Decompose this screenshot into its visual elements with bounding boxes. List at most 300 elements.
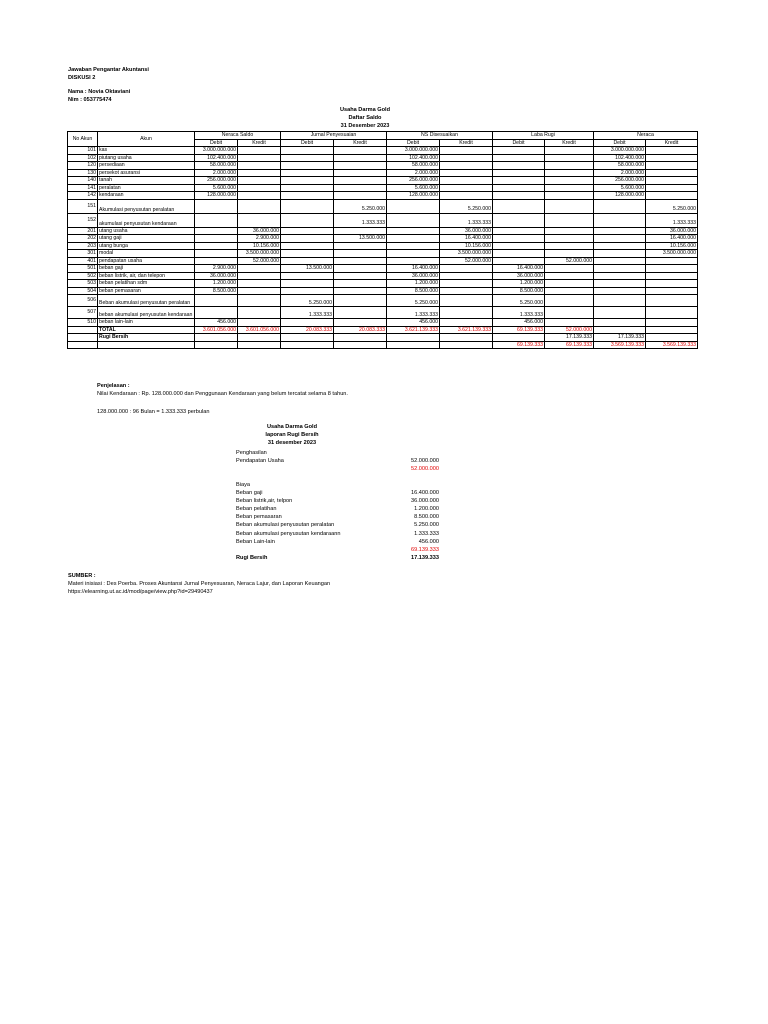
table-cell xyxy=(238,265,281,273)
group-header: Laba Rugi xyxy=(493,132,594,140)
cost-total: 69.139.333 xyxy=(411,547,439,553)
revenue-value: 52.000.000 xyxy=(411,458,439,464)
table-cell xyxy=(334,184,387,192)
kredit-header: Kredit xyxy=(238,139,281,147)
table-row xyxy=(68,213,698,227)
table-cell xyxy=(281,280,334,288)
table-cell: piutang usaha xyxy=(98,154,195,162)
table-cell: beban akumulasi penyusutan kendaraan xyxy=(98,307,195,319)
cost-total-row xyxy=(236,547,439,555)
table-cell: 201 xyxy=(68,227,98,235)
explanation-text: Nilai Kendaraan : Rp. 128.000.000 dan Penggunaan Kendaraan yang belum tercatat selama 8 tahun. xyxy=(97,391,348,397)
explanation-heading: Penjelasan : xyxy=(97,383,130,389)
table-row xyxy=(68,257,698,265)
table-cell: 456.000 xyxy=(195,319,238,327)
table-cell xyxy=(493,147,545,155)
report-date: 31 Desember 2023 xyxy=(340,123,390,129)
table-cell: 36.000.000 xyxy=(493,272,545,280)
source-heading: SUMBER : xyxy=(68,573,96,579)
table-cell xyxy=(440,184,493,192)
table-cell xyxy=(646,272,698,280)
table-cell: 36.000.000 xyxy=(238,227,281,235)
revenue-total-row xyxy=(236,466,439,474)
table-cell xyxy=(387,257,440,265)
table-cell xyxy=(545,242,594,250)
table-cell: 1.333.333 xyxy=(281,307,334,319)
table-cell: 456.000 xyxy=(493,319,545,327)
table-cell: 130 xyxy=(68,169,98,177)
table-cell xyxy=(238,341,281,349)
table-cell: 140 xyxy=(68,177,98,185)
table-cell xyxy=(493,227,545,235)
table-cell xyxy=(238,177,281,185)
table-cell: 102 xyxy=(68,154,98,162)
col-akun: Akun xyxy=(98,132,195,147)
cost-row xyxy=(236,531,439,539)
source-line: Materi inisiasi : Des Poerba. Proses Akuntansi Jurnal Penyesuaran, Neraca Lajur, dan Laporan Keuangan xyxy=(68,581,331,587)
table-cell xyxy=(238,199,281,213)
table-cell: 36.000.000 xyxy=(387,272,440,280)
trial-balance-table xyxy=(67,131,698,349)
table-row xyxy=(68,199,698,213)
table-cell xyxy=(440,147,493,155)
table-cell xyxy=(646,147,698,155)
table-cell xyxy=(646,280,698,288)
table-cell: Rugi Bersih xyxy=(98,334,195,342)
col-no-akun: No Akun xyxy=(68,132,98,147)
group-header: NS Disesuaikan xyxy=(387,132,493,140)
table-cell xyxy=(545,250,594,258)
table-cell: beban pelatihan sdm xyxy=(98,280,195,288)
table-cell: 2.000.000 xyxy=(387,169,440,177)
table-cell: kendaraan xyxy=(98,192,195,200)
table-cell xyxy=(545,177,594,185)
table-cell: 456.000 xyxy=(387,319,440,327)
table-cell: akumulasi penyusutan kendaraan xyxy=(98,213,195,227)
table-cell xyxy=(281,272,334,280)
table-cell xyxy=(545,280,594,288)
table-cell xyxy=(281,213,334,227)
table-row xyxy=(68,184,698,192)
table-cell xyxy=(238,192,281,200)
table-cell xyxy=(195,250,238,258)
table-cell: peralatan xyxy=(98,184,195,192)
table-cell xyxy=(594,257,646,265)
table-cell xyxy=(440,169,493,177)
table-cell xyxy=(281,334,334,342)
kredit-header: Kredit xyxy=(440,139,493,147)
table-cell xyxy=(281,192,334,200)
table-cell xyxy=(440,265,493,273)
table-cell xyxy=(387,250,440,258)
table-cell: 3.500.000.000 xyxy=(238,250,281,258)
table-cell xyxy=(594,235,646,243)
table-cell xyxy=(545,184,594,192)
cost-label: Beban Lain-lain xyxy=(236,538,275,545)
header-title: Jawaban Pengantar Akuntansi xyxy=(68,67,149,73)
table-cell xyxy=(545,235,594,243)
table-cell: 1.200.000 xyxy=(493,280,545,288)
debit-header: Debit xyxy=(281,139,334,147)
depreciation-calc: 128.000.000 : 96 Bulan = 1.333.333 perbulan xyxy=(97,409,210,415)
table-cell xyxy=(646,287,698,295)
table-cell xyxy=(334,242,387,250)
table-row xyxy=(68,265,698,273)
table-cell: 102.400.000 xyxy=(195,154,238,162)
source-url: https://elearning.ut.ac.id/mod/page/view.php?id=29490437 xyxy=(68,589,213,595)
table-row xyxy=(68,227,698,235)
table-cell: 128.000.000 xyxy=(387,192,440,200)
cost-label: Beban pelatihan xyxy=(236,506,277,513)
table-cell: 69.139.333 xyxy=(493,341,545,349)
table-cell: 13.500.000 xyxy=(281,265,334,273)
table-cell: 2.900.000 xyxy=(195,265,238,273)
table-cell xyxy=(334,307,387,319)
table-row xyxy=(68,250,698,258)
table-cell xyxy=(545,147,594,155)
table-cell: 1.200.000 xyxy=(195,280,238,288)
table-cell xyxy=(281,162,334,170)
table-cell xyxy=(545,213,594,227)
table-cell xyxy=(334,341,387,349)
table-cell: 5.250.000 xyxy=(646,199,698,213)
table-cell xyxy=(594,295,646,307)
table-cell xyxy=(334,287,387,295)
table-cell: beban gaji xyxy=(98,265,195,273)
table-cell xyxy=(281,199,334,213)
table-cell: 301 xyxy=(68,250,98,258)
table-cell: 3.000.000.000 xyxy=(387,147,440,155)
table-cell xyxy=(334,192,387,200)
revenue-total: 52.000.000 xyxy=(411,466,439,472)
cost-value: 1.333.333 xyxy=(414,530,439,537)
table-cell: 120 xyxy=(68,162,98,170)
cost-label: Beban akumulasi penyusutan peralatan xyxy=(236,522,335,529)
table-cell xyxy=(238,272,281,280)
table-cell xyxy=(195,213,238,227)
table-cell: 10.156.000 xyxy=(646,242,698,250)
table-row xyxy=(68,319,698,327)
cost-label: Beban gaji xyxy=(236,490,263,496)
table-cell: 203 xyxy=(68,242,98,250)
table-cell xyxy=(646,295,698,307)
table-row xyxy=(68,295,698,307)
table-cell xyxy=(281,287,334,295)
table-row xyxy=(68,242,698,250)
table-cell: Beban akumulasi penyusutan peralatan xyxy=(98,295,195,307)
cost-label: Beban akumulasi penyusutan kendaraann xyxy=(236,530,341,537)
table-cell: 10.156.000 xyxy=(238,242,281,250)
table-cell xyxy=(440,307,493,319)
table-cell xyxy=(646,177,698,185)
table-cell xyxy=(334,177,387,185)
table-row xyxy=(68,192,698,200)
table-cell: utang bunga xyxy=(98,242,195,250)
table-cell xyxy=(387,242,440,250)
table-cell xyxy=(646,334,698,342)
table-cell xyxy=(238,295,281,307)
table-cell xyxy=(334,169,387,177)
table-cell xyxy=(545,287,594,295)
table-cell: 256.000.000 xyxy=(195,177,238,185)
table-cell xyxy=(334,265,387,273)
table-cell: 142 xyxy=(68,192,98,200)
table-cell xyxy=(646,184,698,192)
table-cell xyxy=(594,265,646,273)
table-cell: 8.500.000 xyxy=(387,287,440,295)
table-cell: Akumulasi penyusutan peralatan xyxy=(98,199,195,213)
table-cell xyxy=(440,295,493,307)
table-cell: beban pemasaran xyxy=(98,287,195,295)
table-cell: 3.500.000.000 xyxy=(440,250,493,258)
is-name: laporan Rugi Bersih xyxy=(265,432,319,438)
table-cell xyxy=(98,341,195,349)
table-cell xyxy=(281,242,334,250)
table-cell: 202 xyxy=(68,235,98,243)
kredit-header: Kredit xyxy=(334,139,387,147)
table-cell xyxy=(545,307,594,319)
table-cell: 507 xyxy=(68,307,98,319)
cost-row xyxy=(236,514,439,522)
table-cell: 5.250.000 xyxy=(440,199,493,213)
table-cell xyxy=(594,242,646,250)
table-cell xyxy=(68,334,98,342)
table-cell xyxy=(493,235,545,243)
table-cell: beban listrik, air, dan telepon xyxy=(98,272,195,280)
student-id: Nim : 053775474 xyxy=(68,96,112,103)
table-cell xyxy=(594,199,646,213)
table-cell: 2.000.000 xyxy=(594,169,646,177)
table-cell xyxy=(646,319,698,327)
table-cell: persekot asuransi xyxy=(98,169,195,177)
group-header: Neraca xyxy=(594,132,698,140)
table-cell xyxy=(387,341,440,349)
table-cell: 128.000.000 xyxy=(594,192,646,200)
table-cell xyxy=(646,307,698,319)
table-cell: 20.083.333 xyxy=(281,326,334,334)
table-cell xyxy=(440,319,493,327)
revenue-row xyxy=(236,458,439,466)
table-cell: kas xyxy=(98,147,195,155)
table-cell xyxy=(68,341,98,349)
cost-row xyxy=(236,539,439,547)
table-cell xyxy=(238,213,281,227)
table-cell xyxy=(594,250,646,258)
table-cell xyxy=(387,213,440,227)
table-cell: 36.000.000 xyxy=(195,272,238,280)
table-cell xyxy=(195,341,238,349)
table-cell xyxy=(594,307,646,319)
table-cell: 17.139.333 xyxy=(594,334,646,342)
report-name: Daftar Saldo xyxy=(348,115,382,121)
table-cell: 20.083.333 xyxy=(334,326,387,334)
table-cell xyxy=(238,280,281,288)
company-name: Usaha Darma Gold xyxy=(339,107,391,113)
table-cell xyxy=(646,326,698,334)
table-row xyxy=(68,147,698,155)
table-cell: 128.000.000 xyxy=(195,192,238,200)
final-total-row xyxy=(68,341,698,349)
cost-row xyxy=(236,522,439,530)
table-cell: 3.569.139.333 xyxy=(594,341,646,349)
table-cell: 5.250.000 xyxy=(387,295,440,307)
table-cell xyxy=(334,319,387,327)
table-row xyxy=(68,280,698,288)
table-cell: 3.621.139.333 xyxy=(440,326,493,334)
table-cell xyxy=(334,272,387,280)
table-cell: 16.400.000 xyxy=(387,265,440,273)
table-row xyxy=(68,154,698,162)
table-cell xyxy=(238,319,281,327)
table-cell xyxy=(646,169,698,177)
table-cell: 58.000.000 xyxy=(594,162,646,170)
table-cell: utang usaha xyxy=(98,227,195,235)
table-cell xyxy=(281,250,334,258)
table-cell xyxy=(334,257,387,265)
table-cell xyxy=(281,154,334,162)
table-cell: pendapatan usaha xyxy=(98,257,195,265)
table-cell: 2.900.000 xyxy=(238,235,281,243)
cost-row xyxy=(236,506,439,514)
debit-header: Debit xyxy=(594,139,646,147)
kredit-header: Kredit xyxy=(646,139,698,147)
table-cell: 1.333.333 xyxy=(440,213,493,227)
table-cell: 506 xyxy=(68,295,98,307)
table-cell xyxy=(493,177,545,185)
header-subtitle: DISKUSI 2 xyxy=(68,74,96,81)
table-cell: 58.000.000 xyxy=(195,162,238,170)
debit-header: Debit xyxy=(493,139,545,147)
table-cell xyxy=(238,334,281,342)
table-cell xyxy=(545,295,594,307)
table-cell: 69.139.333 xyxy=(493,326,545,334)
table-row xyxy=(68,162,698,170)
table-cell xyxy=(334,154,387,162)
table-cell xyxy=(493,154,545,162)
table-cell xyxy=(646,154,698,162)
table-cell: 52.000.000 xyxy=(545,326,594,334)
table-cell xyxy=(281,319,334,327)
header-block xyxy=(68,67,149,104)
table-cell xyxy=(440,280,493,288)
table-cell xyxy=(281,147,334,155)
table-cell: 5.250.000 xyxy=(493,295,545,307)
table-cell xyxy=(594,272,646,280)
is-date: 31 desember 2023 xyxy=(267,440,317,446)
table-cell xyxy=(195,235,238,243)
table-cell: 17.139.333 xyxy=(545,334,594,342)
table-cell: 1.333.333 xyxy=(387,307,440,319)
net-loss-row xyxy=(68,334,698,342)
table-cell xyxy=(238,154,281,162)
table-cell xyxy=(545,265,594,273)
table-cell xyxy=(493,334,545,342)
table-cell: 52.000.000 xyxy=(545,257,594,265)
table-cell xyxy=(334,147,387,155)
group-header: Neraca Saldo xyxy=(195,132,281,140)
cost-value: 456.000 xyxy=(418,538,439,545)
table-cell xyxy=(545,192,594,200)
table-cell: 5.600.000 xyxy=(387,184,440,192)
table-cell: 52.000.000 xyxy=(238,257,281,265)
cost-label: Beban listrik,air, telpon xyxy=(236,498,293,505)
table-cell: 1.200.000 xyxy=(387,280,440,288)
table-cell: 58.000.000 xyxy=(387,162,440,170)
table-cell: 8.500.000 xyxy=(493,287,545,295)
table-cell xyxy=(68,326,98,334)
net-loss-value: 17.139.333 xyxy=(411,555,439,561)
revenue-heading-label: Penghasilan xyxy=(236,450,267,456)
table-cell xyxy=(493,242,545,250)
table-cell: 256.000.000 xyxy=(594,177,646,185)
table-cell xyxy=(545,272,594,280)
table-cell xyxy=(594,227,646,235)
table-cell: 5.250.000 xyxy=(334,199,387,213)
table-cell: persediaan xyxy=(98,162,195,170)
table-cell xyxy=(440,287,493,295)
explanation xyxy=(97,383,348,399)
table-cell xyxy=(281,177,334,185)
table-cell xyxy=(646,265,698,273)
table-cell: 69.139.333 xyxy=(545,341,594,349)
revenue-label: Pendapatan Usaha xyxy=(236,458,284,464)
table-cell xyxy=(195,307,238,319)
table-cell xyxy=(387,199,440,213)
table-cell xyxy=(238,162,281,170)
table-cell xyxy=(334,162,387,170)
table-cell: 3.500.000.000 xyxy=(646,250,698,258)
net-loss-label: Rugi Bersih xyxy=(236,555,268,561)
table-row xyxy=(68,177,698,185)
cost-heading-label: Biaya xyxy=(236,482,250,488)
table-cell xyxy=(440,334,493,342)
net-loss-row xyxy=(236,555,439,563)
table-cell xyxy=(594,213,646,227)
table-cell: TOTAL xyxy=(98,326,195,334)
cost-label: Beban pemasaran xyxy=(236,514,282,521)
table-cell: beban lain-lain xyxy=(98,319,195,327)
table-cell: 510 xyxy=(68,319,98,327)
table-cell xyxy=(440,162,493,170)
table-cell: 1.333.333 xyxy=(334,213,387,227)
table-cell: 3.000.000.000 xyxy=(195,147,238,155)
table-cell xyxy=(281,184,334,192)
table-cell: 1.333.333 xyxy=(646,213,698,227)
table-cell xyxy=(545,319,594,327)
table-cell: utang gaji xyxy=(98,235,195,243)
table-cell xyxy=(281,227,334,235)
table-cell xyxy=(387,334,440,342)
table-cell xyxy=(238,147,281,155)
table-cell: 5.600.000 xyxy=(195,184,238,192)
table-cell: 2.000.000 xyxy=(195,169,238,177)
table-cell xyxy=(493,199,545,213)
table-cell: 3.601.056.000 xyxy=(238,326,281,334)
table-cell: 8.500.000 xyxy=(195,287,238,295)
table-cell: 256.000.000 xyxy=(387,177,440,185)
table-cell xyxy=(334,295,387,307)
table-cell: 52.000.000 xyxy=(440,257,493,265)
total-row xyxy=(68,326,698,334)
table-cell xyxy=(493,162,545,170)
table-cell xyxy=(195,295,238,307)
table-cell xyxy=(594,326,646,334)
table-cell: 13.500.000 xyxy=(334,235,387,243)
debit-header: Debit xyxy=(387,139,440,147)
table-cell: 151 xyxy=(68,199,98,213)
table-cell xyxy=(281,257,334,265)
table-cell xyxy=(646,162,698,170)
